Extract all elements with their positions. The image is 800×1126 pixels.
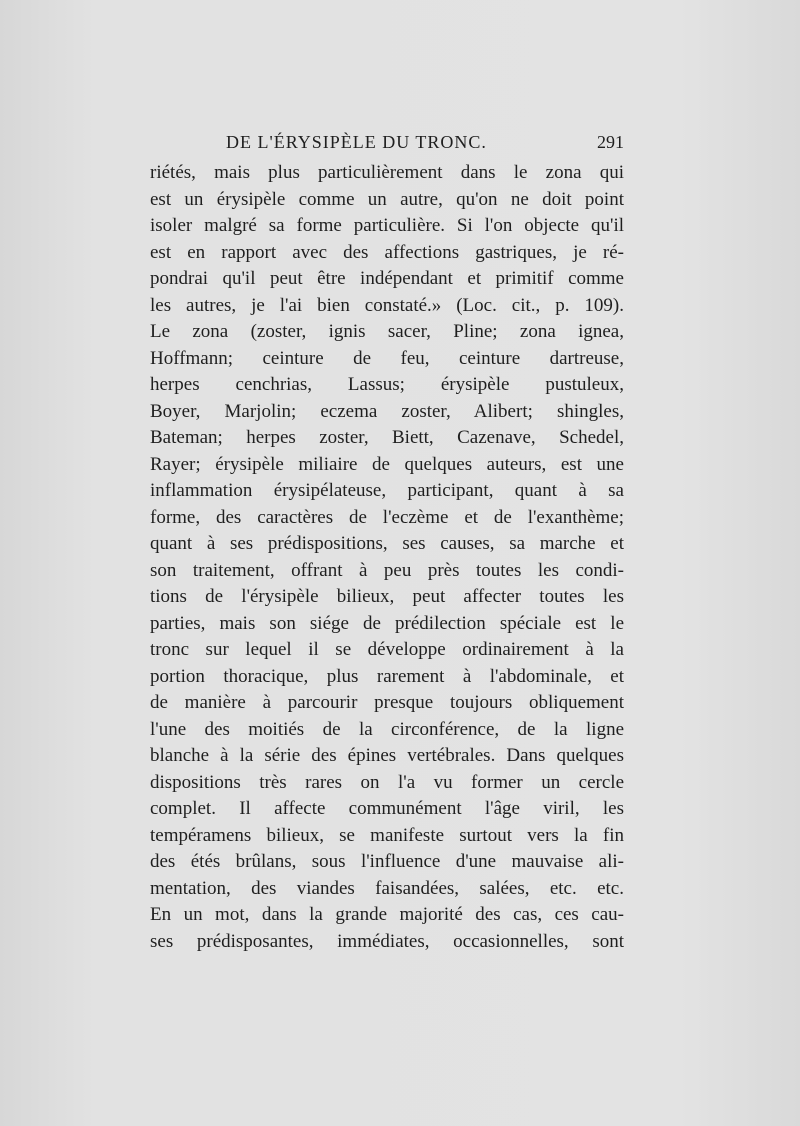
text-line: inflammation érysipélateuse, participant, quant à sa <box>150 480 624 501</box>
text-line: portion thoracique, plus rarement à l'abdominale, et <box>150 665 624 687</box>
text-line: Le zona (zoster, ignis sacer, Pline; zona ignea, <box>150 321 624 342</box>
text-line: de manière à parcourir presque toujours obliquement <box>150 692 624 713</box>
text-line: Rayer; érysipèle miliaire de quelques auteurs, est une <box>150 453 624 475</box>
text-line: tempéramens bilieux, se manifeste surtout vers la fin <box>150 824 624 846</box>
text-line: blanche à la série des épines vertébrales. Dans quelques <box>150 745 624 766</box>
text-line: les autres, je l'ai bien constaté.» (Loc. cit., p. 109). <box>150 294 624 316</box>
text-line: quant à ses prédispositions, ses causes, sa marche et <box>150 533 624 554</box>
text-line: dispositions très rares on l'a vu former un cercle <box>150 771 624 793</box>
text-line: est en rapport avec des affections gastriques, je ré- <box>150 241 624 263</box>
running-head-title: DE L'ÉRYSIPÈLE DU TRONC. <box>226 132 487 152</box>
text-line: l'une des moitiés de la circonférence, de la ligne <box>150 718 624 740</box>
text-line: forme, des caractères de l'eczème et de l'exanthème; <box>150 506 624 528</box>
text-line: pondrai qu'il peut être indépendant et primitif comme <box>150 268 624 289</box>
text-line: est un érysipèle comme un autre, qu'on ne doit point <box>150 188 624 210</box>
text-line: herpes cenchrias, Lassus; érysipèle pustuleux, <box>150 374 624 395</box>
body-text <box>150 160 624 955</box>
text-line: tronc sur lequel il se développe ordinairement à la <box>150 639 624 660</box>
page-number: 291 <box>597 132 624 152</box>
text-line: mentation, des viandes faisandées, salées, etc. etc. <box>150 877 624 899</box>
text-line: ses prédisposantes, immédiates, occasionnelles, sont <box>150 930 624 952</box>
text-line: Hoffmann; ceinture de feu, ceinture dartreuse, <box>150 347 624 369</box>
text-line: riétés, mais plus particulièrement dans le zona qui <box>150 162 624 183</box>
text-line: complet. Il affecte communément l'âge viril, les <box>150 798 624 819</box>
text-line: tions de l'érysipèle bilieux, peut affecter toutes les <box>150 586 624 607</box>
text-line: son traitement, offrant à peu près toutes les condi- <box>150 559 624 581</box>
text-line: Bateman; herpes zoster, Biett, Cazenave, Schedel, <box>150 427 624 448</box>
text-line: Boyer, Marjolin; eczema zoster, Alibert; shingles, <box>150 400 624 422</box>
text-line: parties, mais son siége de prédilection spéciale est le <box>150 612 624 634</box>
text-line: En un mot, dans la grande majorité des cas, ces cau- <box>150 904 624 925</box>
text-line: isoler malgré sa forme particulière. Si l'on objecte qu'il <box>150 215 624 236</box>
text-line: des étés brûlans, sous l'influence d'une mauvaise ali- <box>150 851 624 872</box>
running-head <box>150 132 624 154</box>
